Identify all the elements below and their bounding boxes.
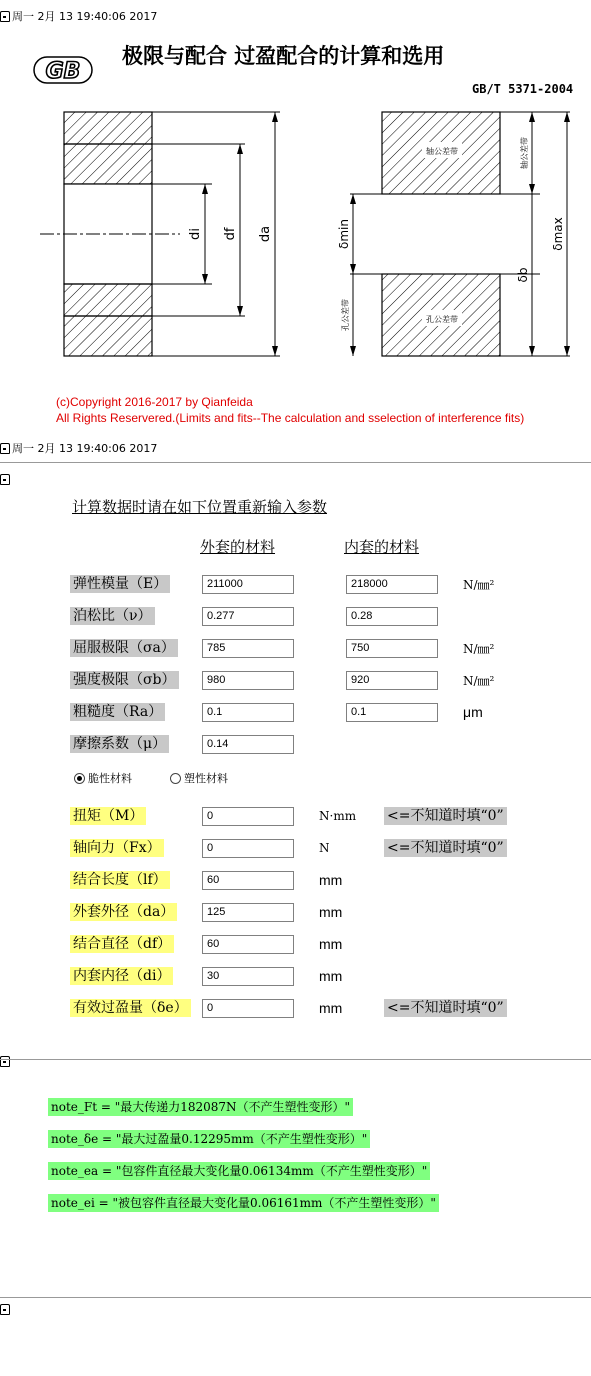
- hole-band-dim-label: 孔公差带: [341, 299, 350, 331]
- label-inner-diameter: 内套内径（di）: [70, 967, 173, 985]
- label-fit-diameter: 结合直径（df）: [70, 935, 174, 953]
- label-roughness: 粗糙度（Ra）: [70, 703, 165, 721]
- radio-brittle-label: 脆性材料: [88, 772, 132, 785]
- unit-effective-interference: mm: [319, 1000, 343, 1016]
- inner-poisson-input[interactable]: 0.28: [346, 607, 438, 626]
- inner-elastic-modulus-input[interactable]: 218000: [346, 575, 438, 594]
- gb-logo: [33, 54, 93, 86]
- unit-roughness: μm: [463, 704, 483, 720]
- label-torque: 扭矩（M）: [70, 807, 146, 825]
- effective-interference-input[interactable]: 0: [202, 999, 294, 1018]
- unit-outer-diameter: mm: [319, 904, 343, 920]
- note-outer-change: note_ea = "包容件直径最大变化量0.06134mm（不产生塑性变形）": [48, 1162, 430, 1180]
- dim-delta-b: δb: [516, 267, 530, 283]
- inner-roughness-input[interactable]: 0.1: [346, 703, 438, 722]
- radio-brittle[interactable]: [74, 770, 132, 786]
- unit-axial-force: N: [319, 841, 330, 855]
- standard-number: GB/T 5371-2004: [472, 82, 574, 96]
- fit-diameter-input[interactable]: 60: [202, 935, 294, 954]
- radio-unselected-icon[interactable]: [170, 773, 181, 784]
- dim-df: df: [223, 227, 238, 241]
- timestamp-2: 周一 2月 13 19:40:06 2017: [12, 442, 158, 455]
- axial-force-input[interactable]: 0: [202, 839, 294, 858]
- radio-selected-icon[interactable]: [74, 773, 85, 784]
- label-axial-force: 轴向力（Fx）: [70, 839, 164, 857]
- tolerance-bands: [337, 112, 570, 356]
- inner-diameter-input[interactable]: 30: [202, 967, 294, 986]
- fit-diagram: [30, 100, 590, 370]
- hint-torque: <=不知道时填“0”: [384, 807, 507, 825]
- copyright-line1: (c)Copyright 2016-2017 by Qianfeida: [56, 395, 253, 409]
- lock-icon: [0, 474, 10, 485]
- timestamp-bar: [0, 8, 157, 24]
- radio-plastic-label: 塑性材料: [184, 772, 228, 785]
- col-outer-header: 外套的材料: [200, 538, 276, 556]
- outer-strength-input[interactable]: 980: [202, 671, 294, 690]
- timestamp: 周一 2月 13 19:40:06 2017: [12, 10, 158, 23]
- divider: [0, 1297, 591, 1298]
- label-effective-interference: 有效过盈量（δe）: [70, 999, 191, 1017]
- dim-da: da: [258, 225, 273, 243]
- divider: [0, 1059, 591, 1060]
- outer-roughness-input[interactable]: 0.1: [202, 703, 294, 722]
- torque-input[interactable]: 0: [202, 807, 294, 826]
- note-inner-change: note_ei = "被包容件直径最大变化量0.06161mm（不产生塑性变形）": [48, 1194, 439, 1212]
- inner-strength-input[interactable]: 920: [346, 671, 438, 690]
- unit-fit-length: mm: [319, 872, 343, 888]
- outer-elastic-modulus-input[interactable]: 211000: [202, 575, 294, 594]
- lock-icon: [0, 1056, 10, 1067]
- hint-effective-interference: <=不知道时填“0”: [384, 999, 507, 1017]
- unit-elastic-modulus: N/㎜²: [463, 578, 495, 592]
- dim-di: di: [188, 228, 203, 240]
- unit-fit-diameter: mm: [319, 936, 343, 952]
- copyright-line2: All Rights Reservered.(Limits and fits--The calculation and sselection of interference fits): [56, 411, 525, 425]
- hint-axial-force: <=不知道时填“0”: [384, 839, 507, 857]
- outer-poisson-input[interactable]: 0.277: [202, 607, 294, 626]
- outer-yield-input[interactable]: 785: [202, 639, 294, 658]
- label-fit-length: 结合长度（lf）: [70, 871, 170, 889]
- fit-length-input[interactable]: 60: [202, 871, 294, 890]
- dim-delta-max: δmax: [551, 217, 565, 251]
- dim-delta-min: δmin: [337, 219, 351, 249]
- label-elastic-modulus: 弹性模量（E）: [70, 575, 170, 593]
- unit-torque: N·mm: [319, 809, 357, 823]
- divider: [0, 462, 591, 463]
- note-max-force: note_Ft = "最大传递力182087N（不产生塑性变形）": [48, 1098, 353, 1116]
- timestamp-bar-2: [0, 440, 157, 456]
- inner-yield-input[interactable]: 750: [346, 639, 438, 658]
- hole-band-label: 孔公差带: [426, 315, 458, 324]
- svg-text:GB: GB: [45, 59, 81, 84]
- label-friction: 摩擦系数（μ）: [70, 735, 169, 753]
- lock-icon: [0, 1304, 10, 1315]
- label-strength-limit: 强度极限（σb）: [70, 671, 179, 689]
- radio-plastic[interactable]: [170, 770, 228, 786]
- unit-yield-limit: N/㎜²: [463, 642, 495, 656]
- shaft-band-dim-label: 轴公差带: [520, 137, 529, 169]
- page-title: 极限与配合 过盈配合的计算和选用: [122, 43, 445, 68]
- unit-inner-diameter: mm: [319, 968, 343, 984]
- region-marker[interactable]: [0, 1052, 10, 1071]
- sleeve-section: [40, 112, 280, 356]
- lock-icon[interactable]: [0, 443, 10, 454]
- label-yield-limit: 屈服极限（σa）: [70, 639, 178, 657]
- region-marker[interactable]: [0, 1300, 10, 1319]
- label-outer-diameter: 外套外径（da）: [70, 903, 177, 921]
- lock-icon[interactable]: [0, 11, 10, 22]
- form-heading: 计算数据时请在如下位置重新输入参数: [72, 498, 328, 516]
- col-inner-header: 内套的材料: [344, 538, 420, 556]
- unit-strength-limit: N/㎜²: [463, 674, 495, 688]
- shaft-band-label: 轴公差带: [426, 147, 458, 156]
- copyright-block: [56, 394, 524, 426]
- region-marker[interactable]: [0, 470, 10, 489]
- label-poisson-ratio: 泊松比（ν）: [70, 607, 155, 625]
- outer-friction-input[interactable]: 0.14: [202, 735, 294, 754]
- outer-diameter-input[interactable]: 125: [202, 903, 294, 922]
- note-max-interference: note_δe = "最大过盈量0.12295mm（不产生塑性变形）": [48, 1130, 370, 1148]
